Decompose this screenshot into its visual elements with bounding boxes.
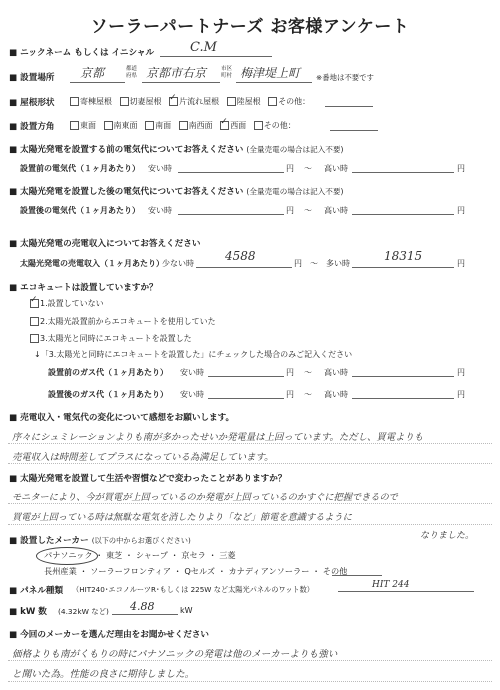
roof-option-checked[interactable]: ✓ 片流れ屋根 — [169, 96, 219, 107]
unit-label: 円 — [457, 259, 465, 268]
kw-note: (4.32kW など) — [58, 607, 109, 616]
bill-after-low-label: 安い時 — [148, 206, 172, 215]
income-low-value[interactable]: 4588 — [225, 249, 256, 263]
gas-after-high-label: 高い時 — [324, 390, 348, 399]
checkbox[interactable] — [104, 121, 113, 130]
divider — [8, 524, 492, 525]
bill-before-low-field[interactable] — [178, 172, 284, 173]
direction-option[interactable]: 東面 — [70, 120, 96, 131]
checkbox-checked[interactable] — [220, 121, 229, 130]
tilde: ～ — [310, 259, 318, 268]
location-city[interactable]: 京都市右京 — [146, 66, 207, 80]
maker-options-line2[interactable]: 長州産業 ・ ソーラーフロンティア ・ Qセルズ ・ カナディアンソーラー ・ その他 — [44, 566, 348, 576]
gas-after-low-field[interactable] — [208, 398, 284, 399]
checkbox[interactable] — [70, 97, 79, 106]
section-bullet: ■ — [9, 48, 18, 58]
tilde: ～ — [304, 206, 312, 215]
roof-option[interactable]: その他： — [268, 96, 310, 107]
bill-before-row-label: 設置前の電気代（１ヶ月あたり） — [20, 164, 140, 173]
tilde: ～ — [304, 390, 312, 399]
ecocute-option-1[interactable]: ✓1.設置していない — [30, 298, 104, 309]
income-high-underline — [352, 267, 454, 268]
nickname-label: ■ ニックネーム もしくは イニシャル — [9, 48, 155, 58]
location-note: ※番地は不要です — [316, 73, 374, 82]
checkbox[interactable] — [227, 97, 236, 106]
unit-label: 円 — [286, 164, 294, 173]
checkbox[interactable] — [120, 97, 129, 106]
gas-after-high-field[interactable] — [352, 398, 454, 399]
bill-before-high-field[interactable] — [352, 172, 454, 173]
unit-label: 円 — [294, 259, 302, 268]
ecocute-option-2[interactable]: 2.太陽光設置前からエコキュートを使用していた — [30, 316, 216, 327]
roof-label: ■ 屋根形状 — [9, 98, 55, 108]
income-row-label: 太陽光発電の売電収入（１ヶ月あたり） — [20, 259, 164, 268]
impression-question: ■ 売電収入・電気代の変化について感想をお願いします。 — [9, 413, 235, 423]
lifestyle-answer-line1[interactable]: モニターにより、今が買電が上回っているのか発電が上回っているのかすぐに把握できるので — [12, 492, 398, 503]
location-label: ■ 設置場所 — [9, 73, 55, 83]
gas-before-high-label: 高い時 — [324, 368, 348, 377]
bill-before-low-label: 安い時 — [148, 164, 172, 173]
divider — [8, 443, 492, 444]
location-town[interactable]: 梅津堤上町 — [240, 66, 301, 80]
gas-before-label: 設置前のガス代（１ヶ月あたり） — [48, 368, 168, 377]
maker-other-underline — [332, 575, 382, 576]
maker-options-line1[interactable]: パナソニック ・ 東芝 ・ シャープ ・ 京セラ ・ 三菱 — [44, 550, 236, 560]
direction-option[interactable]: 南西面 — [179, 120, 213, 131]
divider — [8, 463, 492, 464]
ecocute-question: ■ エコキュートは設置していますか？ — [9, 283, 158, 293]
unit-label: 円 — [286, 368, 294, 377]
impression-answer-line1[interactable]: 序々にシュミレーションよりも南が多かったせいか発電量は上回っています。ただし、買電よりも — [12, 432, 424, 443]
income-high-label: 多い時 — [326, 259, 350, 268]
bill-before-question: ■ 太陽光発電を設置する前の電気代についてお答えください (全量売電の場合は記入不要) — [9, 145, 344, 155]
reason-answer-line2[interactable]: と聞いた為。性能の良さに期待しました。 — [12, 669, 195, 680]
town-underline — [236, 82, 312, 83]
direction-option[interactable]: 南面 — [145, 120, 171, 131]
unit-label: 円 — [457, 164, 465, 173]
checkbox[interactable] — [268, 97, 277, 106]
tilde: ～ — [304, 164, 312, 173]
roof-other-underline — [325, 106, 373, 107]
income-high-value[interactable]: 18315 — [384, 249, 423, 263]
checkbox[interactable] — [145, 121, 154, 130]
bill-after-row-label: 設置後の電気代（１ヶ月あたり） — [20, 206, 140, 215]
gas-after-label: 設置後のガス代（１ヶ月あたり） — [48, 390, 168, 399]
income-low-label: 少ない時 — [162, 259, 194, 268]
bill-before-high-label: 高い時 — [324, 164, 348, 173]
checkbox-checked[interactable] — [169, 97, 178, 106]
checkbox[interactable] — [30, 334, 39, 343]
tilde: ～ — [304, 368, 312, 377]
location-prefecture[interactable]: 京都 — [80, 66, 105, 80]
impression-answer-line2[interactable]: 売電収入は時間差してプラスになっている為満足しています。 — [12, 452, 274, 463]
unit-label: 円 — [286, 206, 294, 215]
divider — [8, 681, 492, 682]
checkbox[interactable] — [70, 121, 79, 130]
direction-option[interactable]: その他： — [254, 120, 296, 131]
income-low-underline — [196, 267, 292, 268]
kw-underline — [112, 614, 178, 615]
panel-label: ■ パネル種類 — [9, 586, 64, 596]
gas-before-low-field[interactable] — [208, 376, 284, 377]
panel-value[interactable]: HIT 244 — [372, 580, 410, 590]
prefecture-underline — [70, 82, 125, 83]
direction-other-underline — [330, 130, 378, 131]
checkbox[interactable] — [254, 121, 263, 130]
income-question: ■ 太陽光発電の売電収入についてお答えください — [9, 239, 201, 249]
direction-option-checked[interactable]: ✓ 西面 — [220, 120, 246, 131]
reason-answer-line1[interactable]: 価格よりも南がくもりの時にパナソニックの発電は他のメーカーよりも強い — [12, 649, 338, 660]
direction-label: ■ 設置方角 — [9, 122, 55, 132]
ecocute-followup: ↓「3.太陽光と同時にエコキュートを設置した」にチェックした場合のみご記入ください — [34, 350, 353, 359]
panel-note: （HIT240･エコノルーツR･もしくは 225W など太陽光パネルのワット数） — [72, 585, 314, 594]
lifestyle-answer-line2[interactable]: 買電が上回っている時は無駄な電気を消したりより「など」節電を意識するように — [12, 512, 352, 523]
pref-suffix: 都道府県 — [126, 66, 138, 79]
unit-label: 円 — [457, 368, 465, 377]
unit-label: 円 — [457, 390, 465, 399]
unit-label: 円 — [286, 390, 294, 399]
divider — [8, 660, 492, 661]
lifestyle-answer-line3[interactable]: なりました。 — [420, 531, 475, 541]
maker-question: ■ 設置したメーカー (以下の中からお選びください) — [9, 536, 191, 546]
divider — [8, 503, 492, 504]
bill-after-high-field[interactable] — [352, 214, 454, 215]
checkbox-checked[interactable] — [30, 299, 39, 308]
gas-before-low-label: 安い時 — [180, 368, 204, 377]
bill-after-question: ■ 太陽光発電を設置した後の電気代についてお答えください (全量売電の場合は記入不要) — [9, 187, 344, 197]
panel-underline — [338, 591, 474, 592]
checkbox[interactable] — [30, 317, 39, 326]
city-underline — [142, 82, 220, 83]
kw-unit: kW — [180, 606, 193, 615]
ecocute-option-3[interactable]: 3.太陽光と同時にエコキュートを設置した — [30, 333, 192, 344]
roof-option[interactable]: 陸屋根 — [227, 96, 261, 107]
checkbox[interactable] — [179, 121, 188, 130]
roof-options — [70, 96, 315, 107]
direction-options — [70, 120, 301, 131]
bill-after-low-field[interactable] — [178, 214, 284, 215]
nickname-underline — [160, 56, 272, 57]
bill-after-high-label: 高い時 — [324, 206, 348, 215]
gas-after-low-label: 安い時 — [180, 390, 204, 399]
kw-label: ■ kW 数 — [9, 607, 47, 617]
city-suffix: 市区町村 — [221, 66, 233, 79]
lifestyle-question: ■ 太陽光発電を設置して生活や習慣などで変わったことがありますか？ — [9, 474, 287, 484]
roof-option[interactable]: 寄棟屋根 — [70, 96, 112, 107]
nickname-value[interactable]: C.M — [190, 40, 217, 55]
unit-label: 円 — [457, 206, 465, 215]
gas-before-high-field[interactable] — [352, 376, 454, 377]
direction-option[interactable]: 南東面 — [104, 120, 138, 131]
page-title: ソーラーパートナーズ お客様アンケート — [90, 17, 410, 37]
roof-option[interactable]: 切妻屋根 — [120, 96, 162, 107]
kw-value[interactable]: 4.88 — [130, 600, 155, 613]
reason-question: ■ 今回のメーカーを選んだ理由をお聞かせください — [9, 630, 210, 640]
